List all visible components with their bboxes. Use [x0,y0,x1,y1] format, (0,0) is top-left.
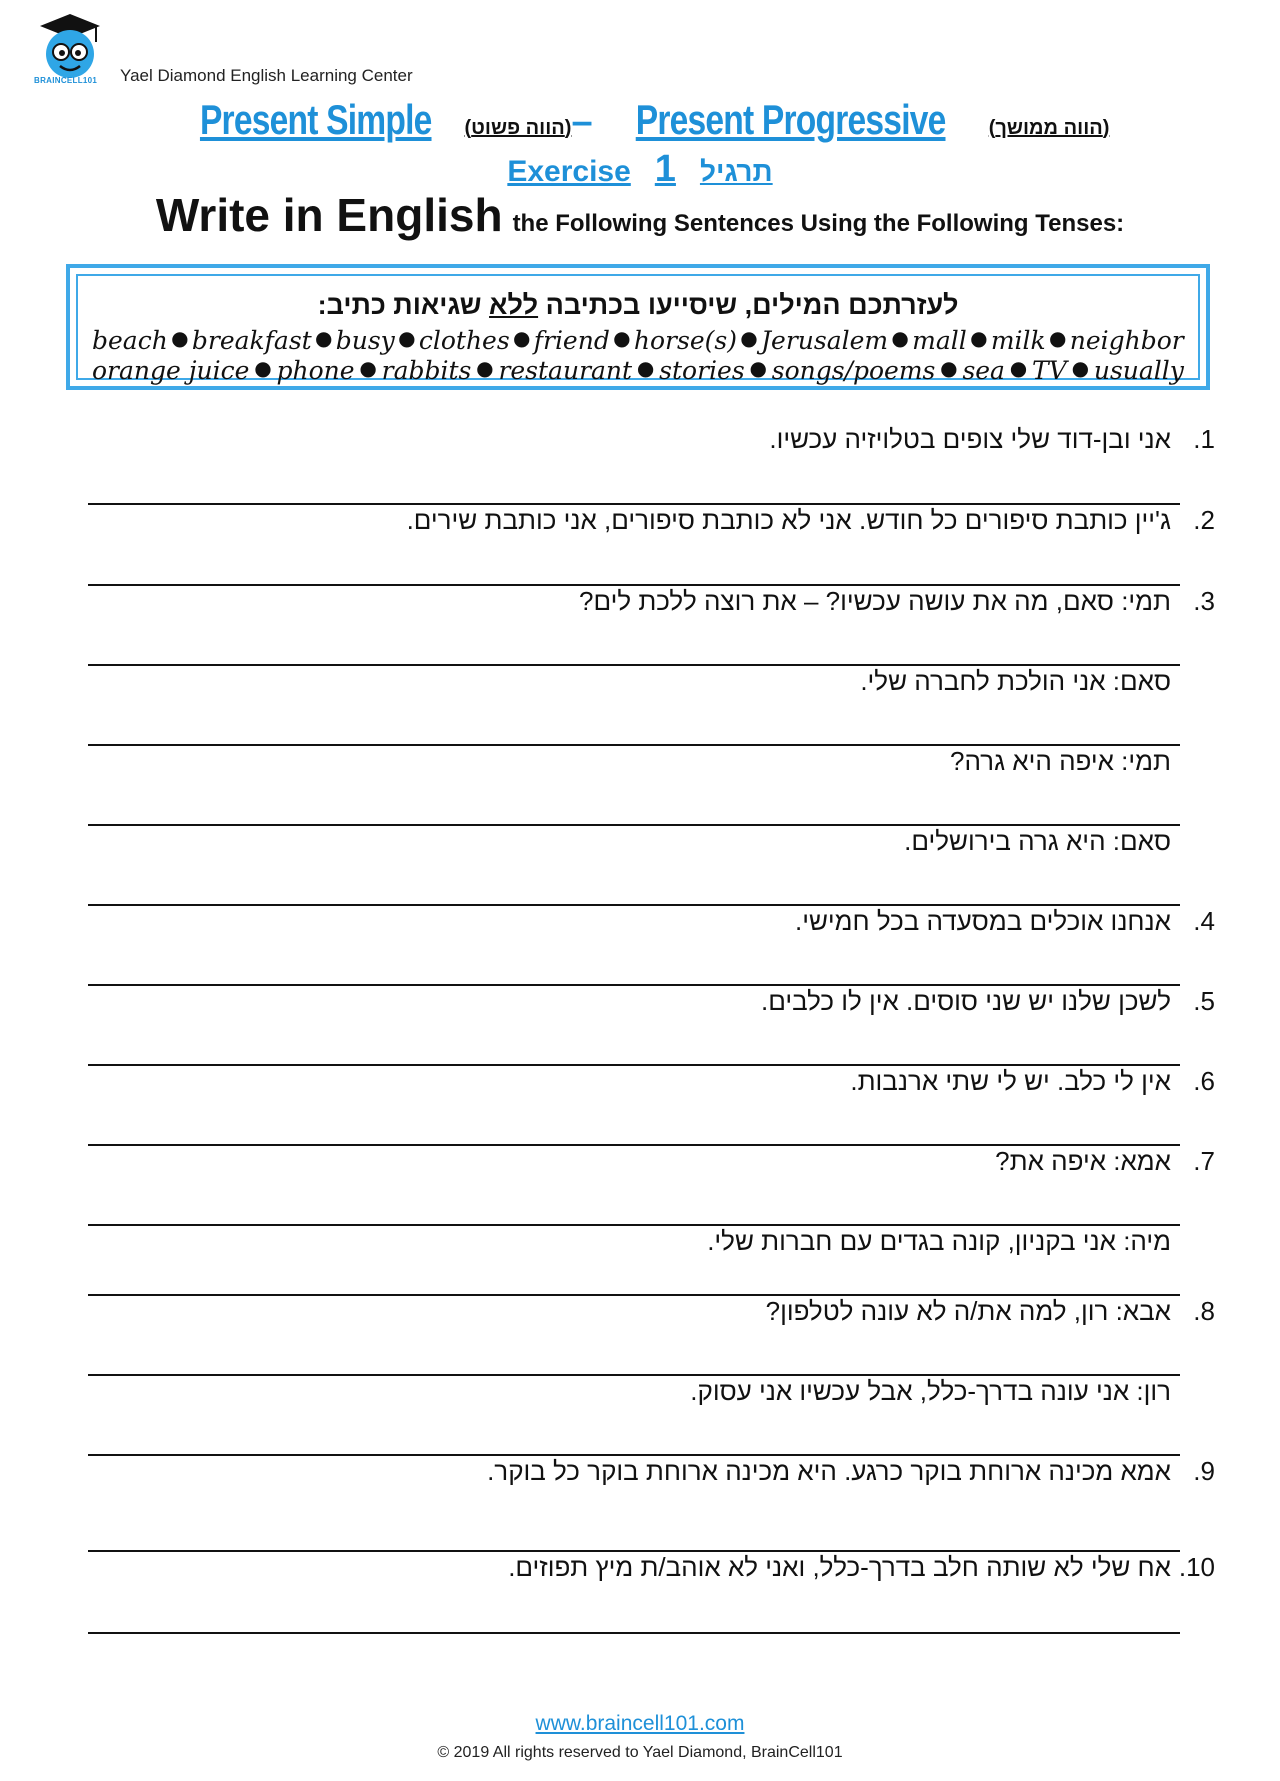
bullet-icon: ● [749,356,767,380]
bullet-icon: ● [1071,356,1090,380]
question-item [950,746,1215,777]
bullet-icon: ● [613,326,631,350]
exercise-label-en: Exercise [507,155,631,188]
question-number: 5. [1193,986,1215,1016]
title-present-progressive-he: (הווה ממושך) [988,117,1110,139]
question-text: אין לי כלב. יש לי שתי ארנבות. [850,1066,1171,1096]
instruction-big: Write in English [155,189,503,241]
word-bank-inner [76,274,1200,385]
question-item [690,1376,1215,1407]
word-bank-word: stories [659,356,745,385]
word-bank-word: rabbits [381,356,472,385]
exercise-heading [0,148,1280,191]
question-text: אנחנו אוכלים במסעדה בכל חמישי. [794,906,1171,936]
question-number: 10. [1178,1552,1215,1582]
question-item [769,424,1215,455]
bullet-icon: ● [171,326,189,350]
question-text: אני ובן-דוד שלי צופים בטלויזיה עכשיו. [769,424,1171,454]
instructions [0,188,1280,242]
question-number: 9. [1193,1456,1215,1486]
question-item [487,1456,1215,1487]
word-bank-word: clothes [418,326,510,355]
word-bank-row-2 [92,356,1184,385]
bullet-icon: ● [1048,326,1067,350]
page-title [0,96,1280,144]
bullet-icon: ● [1009,356,1028,380]
title-present-simple: Present Simple [199,96,432,143]
word-bank-title-pre: לעזרתכם המילים, שיסייעו בכתיבה [538,290,959,320]
word-bank-row-1 [92,326,1184,355]
word-bank-word: busy [335,326,395,355]
bullet-icon: ● [970,326,988,350]
question-text: סאם: אני הולכת לחברה שלי. [860,666,1171,696]
question-item [579,586,1215,617]
word-bank-title [78,290,1198,321]
question-number: 1. [1193,424,1215,454]
title-present-progressive: Present Progressive [635,96,946,143]
exercise-label-he: תרגיל [699,156,773,187]
word-bank-title-post: שגיאות כתיב: [317,290,490,320]
bullet-icon: ● [891,326,909,350]
question-text: מיה: אני בקניון, קונה בגדים עם חברות שלי. [707,1226,1171,1256]
question-number: 7. [1193,1146,1215,1176]
question-item [860,666,1215,697]
question-text: אמא מכינה ארוחת בוקר כרגע. היא מכינה ארוחת בוקר כל בוקר. [487,1456,1171,1486]
footer-url[interactable]: www.braincell101.com [535,1712,745,1735]
question-number: 2. [1193,505,1215,535]
footer-copyright: © 2019 All rights reserved to Yael Diamond, BrainCell101 [437,1744,843,1761]
word-bank-word: restaurant [498,356,633,385]
question-text: לשכן שלנו יש שני סוסים. אין לו כלבים. [760,986,1171,1016]
word-bank-word: TV [1032,356,1067,385]
question-text: סאם: היא גרה בירושלים. [904,826,1171,856]
question-number: 3. [1193,586,1215,616]
word-bank-word: breakfast [191,326,312,355]
instruction-small: the Following Sentences Using the Following Tenses: [512,210,1125,237]
question-number: 6. [1193,1066,1215,1096]
bullet-icon: ● [254,356,272,380]
word-bank-word: beach [92,326,168,355]
question-number: 8. [1193,1296,1215,1326]
word-bank-word: neighbor [1069,326,1184,355]
bullet-icon: ● [359,356,377,380]
question-item [904,826,1215,857]
bullet-icon: ● [512,326,531,350]
word-bank-box [66,264,1210,390]
bullet-icon: ● [740,326,758,350]
word-bank-word: mall [912,326,967,355]
word-bank-word: usually [1093,356,1184,385]
bullet-icon: ● [476,356,494,380]
word-bank-word: songs/poems [771,356,936,385]
bullet-icon: ● [398,326,416,350]
question-item [795,906,1215,937]
word-bank-title-emph: ללא [489,290,539,320]
question-text: אח שלי לא שותה חלב בדרך-כלל, ואני לא אוהב/ת מיץ תפוזים. [508,1552,1171,1582]
word-bank-word: phone [276,356,355,385]
question-item [766,1296,1215,1327]
center-name: Yael Diamond English Learning Center [120,66,413,85]
answer-line[interactable] [88,1632,1180,1634]
question-text: רון: אני עונה בדרך-כלל, אבל עכשיו אני עסוק. [690,1376,1171,1406]
question-item [407,505,1215,536]
word-bank-word: Jerusalem [761,326,889,355]
question-text: אמא: איפה את? [995,1146,1171,1176]
exercise-number: 1 [654,148,676,190]
question-text: אבא: רון, למה את/ה לא עונה לטלפון? [765,1296,1171,1326]
question-number: 4. [1193,906,1215,936]
word-bank-word: horse(s) [633,326,737,355]
question-item [850,1066,1215,1097]
question-text: ג'יין כותבת סיפורים כל חודש. אני לא כותבת סיפורים, אני כותבת שירים. [406,505,1171,535]
word-bank-word: friend [533,326,610,355]
title-dash: – [571,101,593,143]
bullet-icon: ● [315,326,333,350]
question-item [995,1146,1215,1177]
logo-text: BRAINCELL101 [34,76,98,85]
word-bank-word: milk [990,326,1046,355]
bullet-icon: ● [636,356,655,380]
question-text: תמי: סאם, מה את עושה עכשיו? – את רוצה ללכת לים? [579,586,1171,616]
question-text: תמי: איפה היא גרה? [950,746,1171,776]
question-item [707,1226,1215,1257]
bullet-icon: ● [940,356,958,380]
word-bank-word: sea [962,356,1005,385]
word-bank-word: orange juice [92,356,250,385]
question-item [508,1552,1215,1583]
title-present-simple-he: (הווה פשוט) [464,117,572,139]
question-item [761,986,1215,1017]
